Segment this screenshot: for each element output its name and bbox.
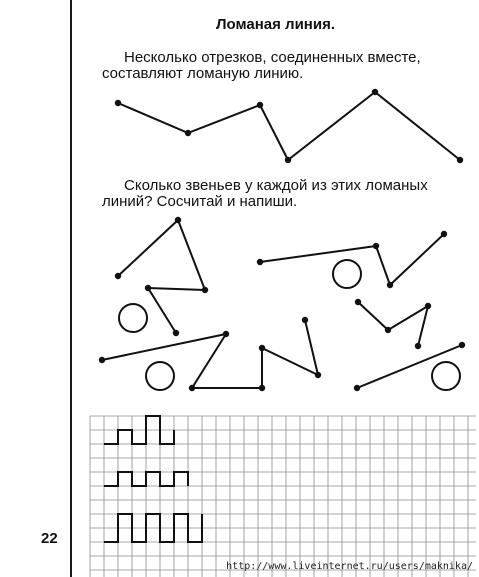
pattern-2 <box>104 472 188 486</box>
definition-line-1: Несколько отрезков, соединенных вместе, <box>124 49 421 66</box>
task-line-1: Сколько звеньев у каждой из этих ломаных <box>124 177 428 194</box>
grid-patterns <box>104 416 202 542</box>
footer-url[interactable]: http://www.liveinternet.ru/users/maknika/ <box>226 561 473 572</box>
page-title: Ломаная линия. <box>215 16 335 33</box>
task-line-2: линий? Сосчитай и напиши. <box>102 193 298 210</box>
definition-line-2: составляют ломаную линию. <box>102 65 304 82</box>
page-number: 22 <box>41 530 58 547</box>
